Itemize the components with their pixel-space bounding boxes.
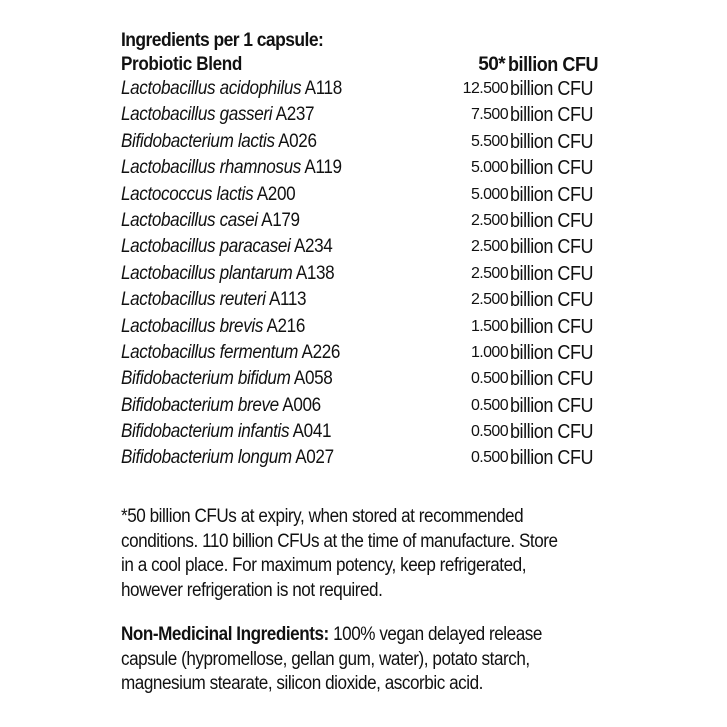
blend-label: Probiotic Blend xyxy=(121,54,242,75)
strain-species: Lactobacillus gasseri xyxy=(121,104,273,126)
strain-code: A226 xyxy=(301,341,341,363)
non-medicinal-first-line xyxy=(121,623,589,648)
strain-unit: billion CFU xyxy=(510,394,594,417)
non-medicinal-text: 100% vegan delayed release xyxy=(333,624,542,645)
strain-code: A179 xyxy=(261,209,300,231)
strain-name xyxy=(121,445,334,471)
strain-name xyxy=(121,393,321,419)
strain-row xyxy=(121,419,611,445)
strain-unit: billion CFU xyxy=(510,341,594,364)
strain-species: Lactobacillus rhamnosus xyxy=(121,157,301,179)
strain-code: A119 xyxy=(304,157,342,179)
strain-code: A216 xyxy=(266,315,305,337)
strain-code: A118 xyxy=(304,78,342,99)
strain-amount: 0.500 xyxy=(470,370,508,388)
footnote-line: *50 billion CFUs at expiry, when stored at recommended xyxy=(121,506,524,527)
strain-code: A234 xyxy=(293,236,333,258)
strain-row xyxy=(121,287,611,313)
strain-species: Lactobacillus reuteri xyxy=(121,289,266,311)
strain-row xyxy=(121,393,611,419)
strain-amount: 0.500 xyxy=(470,423,508,441)
strain-code: A006 xyxy=(282,394,321,416)
strain-row xyxy=(121,76,611,102)
strain-list xyxy=(121,76,611,472)
strain-row xyxy=(121,208,611,234)
strain-row xyxy=(121,182,611,208)
strain-amount: 7.500 xyxy=(470,106,508,124)
strain-unit: billion CFU xyxy=(510,209,594,232)
strain-row xyxy=(121,102,611,128)
strain-row xyxy=(121,155,611,181)
strain-name xyxy=(121,340,340,366)
strain-row xyxy=(121,129,611,155)
strain-amount: 5.500 xyxy=(470,132,508,150)
strain-name xyxy=(121,366,332,392)
strain-amount: 12.500 xyxy=(462,80,508,97)
strain-unit: billion CFU xyxy=(510,157,594,180)
strain-name xyxy=(121,182,295,208)
strain-amount: 2.500 xyxy=(470,264,508,282)
strain-name xyxy=(121,287,306,313)
strain-amount: 1.500 xyxy=(470,317,508,335)
strain-row xyxy=(121,340,611,366)
strain-species: Lactobacillus paracasei xyxy=(121,236,291,258)
blend-unit: billion CFU xyxy=(508,54,599,76)
strain-name xyxy=(121,155,342,181)
strain-code: A200 xyxy=(256,183,296,205)
strain-name xyxy=(121,234,332,260)
non-medicinal-ingredients xyxy=(121,623,641,697)
non-medicinal-label: Non-Medicinal Ingredients: xyxy=(121,624,329,645)
non-medicinal-line: capsule (hypromellose, gellan gum, water), potato starch, xyxy=(121,648,530,670)
strain-amount: 2.500 xyxy=(470,291,508,309)
strain-row xyxy=(121,366,611,392)
footnote-line: conditions. 110 billion CFUs at the time of manufacture. Store xyxy=(121,530,558,552)
strain-amount: 1.000 xyxy=(470,343,508,361)
strain-unit: billion CFU xyxy=(510,315,594,338)
strain-name xyxy=(121,314,305,340)
strain-code: A138 xyxy=(295,262,335,284)
strain-name xyxy=(121,76,342,102)
strain-species: Lactobacillus plantarum xyxy=(121,262,293,284)
strain-name xyxy=(121,129,317,155)
strain-unit: billion CFU xyxy=(510,368,594,391)
strain-amount: 2.500 xyxy=(470,238,508,256)
strain-code: A058 xyxy=(293,368,333,390)
strain-species: Bifidobacterium longum xyxy=(121,447,292,469)
strain-unit: billion CFU xyxy=(510,104,594,127)
strain-unit: billion CFU xyxy=(510,183,594,206)
strain-amount: 0.500 xyxy=(470,396,508,414)
strain-code: A237 xyxy=(275,104,315,126)
strain-amount: 5.000 xyxy=(470,185,508,203)
ingredients-panel xyxy=(121,30,611,472)
strain-species: Bifidobacterium lactis xyxy=(121,130,275,152)
strain-species: Lactobacillus brevis xyxy=(121,315,264,337)
strain-row xyxy=(121,261,611,287)
strain-species: Bifidobacterium infantis xyxy=(121,421,290,443)
strain-unit: billion CFU xyxy=(510,130,594,153)
strain-species: Bifidobacterium bifidum xyxy=(121,368,291,390)
strain-amount: 2.500 xyxy=(470,211,508,229)
storage-footnote xyxy=(121,505,641,603)
strain-code: A113 xyxy=(268,289,307,311)
strain-unit: billion CFU xyxy=(510,262,594,285)
strain-code: A027 xyxy=(295,447,334,469)
strain-amount: 5.000 xyxy=(470,159,508,177)
strain-code: A026 xyxy=(278,130,317,152)
footnote-line: in a cool place. For maximum potency, keep refrigerated, xyxy=(121,555,527,576)
strain-name xyxy=(121,419,331,445)
strain-species: Lactococcus lactis xyxy=(121,183,254,205)
ingredients-heading: Ingredients per 1 capsule: xyxy=(121,30,324,51)
strain-row xyxy=(121,314,611,340)
strain-unit: billion CFU xyxy=(510,447,594,470)
strain-unit: billion CFU xyxy=(510,236,594,259)
strain-species: Bifidobacterium breve xyxy=(121,394,279,416)
strain-species: Lactobacillus casei xyxy=(121,209,258,231)
footnote-line: however refrigeration is not required. xyxy=(121,579,383,601)
strain-name xyxy=(121,261,334,287)
non-medicinal-line: magnesium stearate, silicon dioxide, ascorbic acid. xyxy=(121,673,483,694)
strain-unit: billion CFU xyxy=(510,289,594,312)
strain-name xyxy=(121,208,300,234)
strain-row xyxy=(121,234,611,260)
strain-name xyxy=(121,102,314,128)
blend-header-row xyxy=(121,52,611,76)
strain-code: A041 xyxy=(292,421,332,443)
strain-species: Lactobacillus fermentum xyxy=(121,341,299,363)
strain-unit: billion CFU xyxy=(510,78,594,100)
strain-species: Lactobacillus acidophilus xyxy=(121,78,302,99)
strain-amount: 0.500 xyxy=(470,449,508,467)
strain-row xyxy=(121,445,611,471)
strain-unit: billion CFU xyxy=(510,421,594,444)
blend-total: 50* xyxy=(478,54,505,75)
